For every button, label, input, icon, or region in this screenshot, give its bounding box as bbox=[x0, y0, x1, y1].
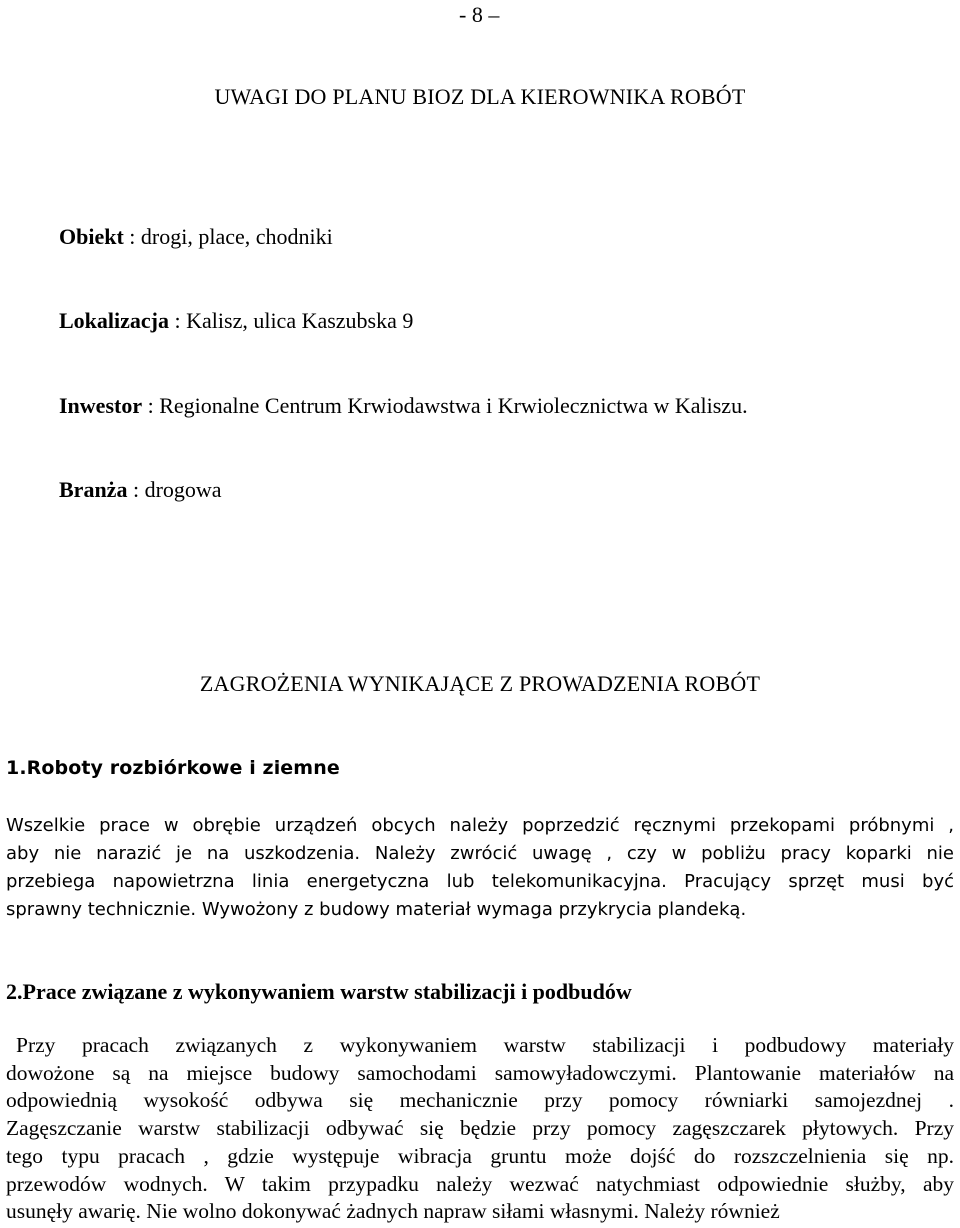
field-branch-value: drogowa bbox=[144, 477, 222, 502]
field-location-label: Lokalizacja bbox=[59, 308, 169, 333]
paragraph-stabilization bbox=[6, 1032, 954, 1226]
paragraph-line: tego typu pracach , gdzie występuje wibracja gruntu może dojść do rozszczelnienia się np. bbox=[6, 1143, 954, 1168]
field-investor-value: Regionalne Centrum Krwiodawstwa i Krwiolecznictwa w Kaliszu. bbox=[159, 393, 748, 418]
paragraph-line: aby nie narazić je na uszkodzenia. Należy zwrócić uwagę , czy w pobliżu pracy koparki nie bbox=[6, 843, 954, 864]
section-title: ZAGROŻENIA WYNIKAJĄCE Z PROWADZENIA ROBÓT bbox=[199, 671, 761, 696]
field-investor-separator: : bbox=[142, 393, 160, 418]
document-title: UWAGI DO PLANU BIOZ DLA KIEROWNIKA ROBÓT bbox=[214, 84, 746, 109]
paragraph-line: Przy pracach związanych z wykonywaniem warstw stabilizacji i podbudowy materiały bbox=[16, 1033, 954, 1057]
field-location bbox=[59, 308, 413, 334]
section-heading-stabilization: 2.Prace związane z wykonywaniem warstw stabilizacji i podbudów bbox=[6, 979, 632, 1004]
paragraph-line: Zagęszczanie warstw stabilizacji odbywać się będzie przy pomocy zagęszczarek płytowych. Przy bbox=[6, 1116, 954, 1141]
paragraph-line: usunęły awarię. Nie wolno dokonywać żadnych napraw siłami własnymi. Należy również bbox=[6, 1199, 780, 1224]
paragraph-line: przewodów wodnych. W takim przypadku należy wezwać natychmiast odpowiednie służby, aby bbox=[6, 1171, 954, 1196]
paragraph-line: odpowiednią wysokość odbywa się mechanicznie przy pomocy równiarki samojezdnej . bbox=[6, 1088, 954, 1113]
page-number: - 8 – bbox=[459, 2, 500, 27]
paragraph-line: sprawny technicznie. Wywożony z budowy materiał wymaga przykrycia plandeką. bbox=[6, 899, 747, 920]
field-branch-label: Branża bbox=[59, 477, 128, 502]
field-object-separator: : bbox=[123, 224, 141, 249]
field-investor-label: Inwestor bbox=[59, 393, 143, 418]
field-location-separator: : bbox=[169, 308, 187, 333]
paragraph-demolition bbox=[6, 812, 954, 924]
field-branch bbox=[59, 477, 222, 503]
paragraph-line: dowożone są na miejsce budowy samochodami samowyładowczymi. Plantowanie materiałów na bbox=[6, 1060, 954, 1085]
field-investor bbox=[59, 393, 748, 419]
field-object bbox=[59, 224, 333, 250]
field-object-label: Obiekt bbox=[59, 224, 124, 249]
paragraph-line: Wszelkie prace w obrębie urządzeń obcych należy poprzedzić ręcznymi przekopami próbnymi , bbox=[6, 815, 954, 836]
field-branch-separator: : bbox=[127, 477, 145, 502]
section-heading-demolition: 1.Roboty rozbiórkowe i ziemne bbox=[6, 757, 340, 779]
paragraph-line: przebiega napowietrzna linia energetyczna lub telekomunikacyjna. Pracujący sprzęt musi być bbox=[6, 871, 954, 892]
field-location-value: Kalisz, ulica Kaszubska 9 bbox=[186, 308, 414, 333]
field-object-value: drogi, place, chodniki bbox=[140, 224, 333, 249]
